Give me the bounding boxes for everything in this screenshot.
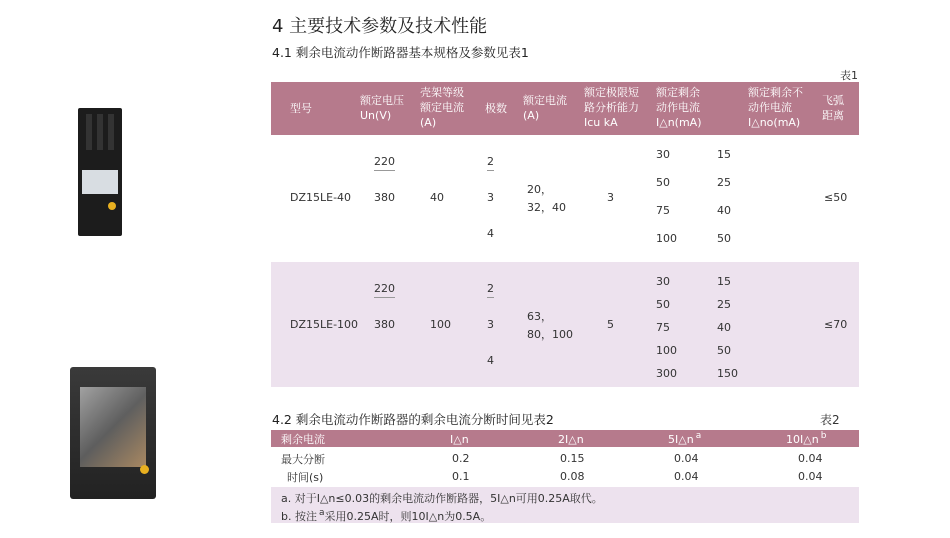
table1-header-cell: 壳架等级 [420,86,464,99]
idn-cell: 75 [656,204,670,217]
table1-header-cell: 极数 [485,102,507,115]
table1-header-cell: 额定剩余不 [748,86,803,99]
max-time-cell: 0.2 [452,452,470,465]
superscript-a: a [695,431,702,442]
idn-cell: 100 [656,344,677,357]
min-time-cell: 0.08 [560,470,585,483]
table2-header-text: 2I△n [558,433,584,446]
arc-distance-cell: ≤70 [824,318,848,331]
idn-cell: 100 [656,232,677,245]
table1-header-cell: 型号 [290,102,312,115]
icu-cell: 5 [607,318,614,331]
max-time-cell: 0.04 [674,452,699,465]
poles-cell: 3 [487,191,494,204]
table2-label: 表2 [820,413,840,427]
table1-header-cell: Icu kA [584,116,618,129]
idn-cell: 50 [656,176,670,189]
table2-header-text: 10I△n [786,433,819,446]
page-title: 4 主要技术参数及技术性能 [272,16,488,37]
idno-cell: 25 [717,176,731,189]
table2-header-cell [668,432,701,447]
idn-cell: 75 [656,321,670,334]
poles-cell: 2 [487,155,494,171]
table1-label: 表1 [840,69,858,82]
note-a: a. 对于I△n≤0.03的剩余电流动作断路器，5I△n可用0.25A取代。 [281,492,603,505]
table2-header-text: 5I△n [668,433,694,446]
idn-cell: 300 [656,367,677,380]
table1-header-cell: (A) [523,109,540,122]
poles-cell: 4 [487,227,494,240]
arc-distance-cell: ≤50 [824,191,848,204]
product-image-dz15le-100 [70,367,156,499]
table1-header-cell: 额定剩余 [656,86,700,99]
max-time-cell: 0.15 [560,452,585,465]
rated-current-cell: 32，40 [527,201,566,214]
rated-current-cell: 20， [527,183,552,196]
idno-cell: 15 [717,148,731,161]
rated-current-cell: 63， [527,310,552,323]
note-b [281,508,491,524]
section2-heading: 4.2 剩余电流动作断路器的剩余电流分断时间见表2 [272,412,554,427]
idn-cell: 50 [656,298,670,311]
table1-header-cell: 额定极限短 [584,86,639,99]
model-cell: DZ15LE-100 [290,318,359,331]
idno-cell: 50 [717,344,731,357]
poles-cell: 3 [487,318,494,331]
voltage-cell: 380 [374,191,395,204]
idno-cell: 50 [717,232,731,245]
table1-header-cell: Un(V) [360,109,392,122]
table1-header-cell: 距离 [822,109,844,122]
table1-row-band [271,262,859,387]
table1-header-cell: I△n(mA) [656,116,702,129]
note-b-text: 采用0.25A时，则10I△n为0.5A。 [324,510,492,523]
table1-header-cell: (A) [420,116,437,129]
voltage-cell: 220 [374,155,395,171]
min-time-cell: 0.04 [798,470,823,483]
table1-header-cell: 额定电流 [523,94,567,107]
idno-cell: 40 [717,204,731,217]
table2-header-text: 剩余电流 [281,433,325,446]
idno-cell: 15 [717,275,731,288]
max-time-cell: 0.04 [798,452,823,465]
table1-header-cell: I△no(mA) [748,116,801,129]
table1-header-cell: 额定电压 [360,94,404,107]
table2-header-text: I△n [450,433,469,446]
idno-cell: 25 [717,298,731,311]
min-time-cell: 0.1 [452,470,470,483]
model-cell: DZ15LE-40 [290,191,352,204]
table2-header-cell [450,432,469,447]
voltage-cell: 380 [374,318,395,331]
rated-current-cell: 80，100 [527,328,573,341]
table1-header-cell: 飞弧 [822,94,844,107]
idn-cell: 30 [656,148,670,161]
table1-header-cell: 动作电流 [656,101,700,114]
table1-header-cell: 额定电流 [420,101,464,114]
frame-current-cell: 40 [430,191,444,204]
product-image-dz15le-40 [78,108,122,236]
table2-header-cell [558,432,584,447]
poles-cell: 4 [487,354,494,367]
row-label: 时间(s) [287,471,324,484]
frame-current-cell: 100 [430,318,451,331]
poles-cell: 2 [487,282,494,298]
row-label: 最大分断 [281,453,325,466]
voltage-cell: 220 [374,282,395,298]
table1-header-cell: 路分析能力 [584,101,639,114]
idno-cell: 150 [717,367,738,380]
note-b-prefix: b. 按注 [281,510,317,523]
superscript-b: b [820,431,827,442]
min-time-cell: 0.04 [674,470,699,483]
idno-cell: 40 [717,321,731,334]
idn-cell: 30 [656,275,670,288]
table2-header-cell [786,432,826,447]
table2-header-cell [281,432,325,447]
icu-cell: 3 [607,191,614,204]
note-b-sup: a [318,508,325,519]
table1-header-cell: 动作电流 [748,101,792,114]
section1-heading: 4.1 剩余电流动作断路器基本规格及参数见表1 [272,45,529,60]
